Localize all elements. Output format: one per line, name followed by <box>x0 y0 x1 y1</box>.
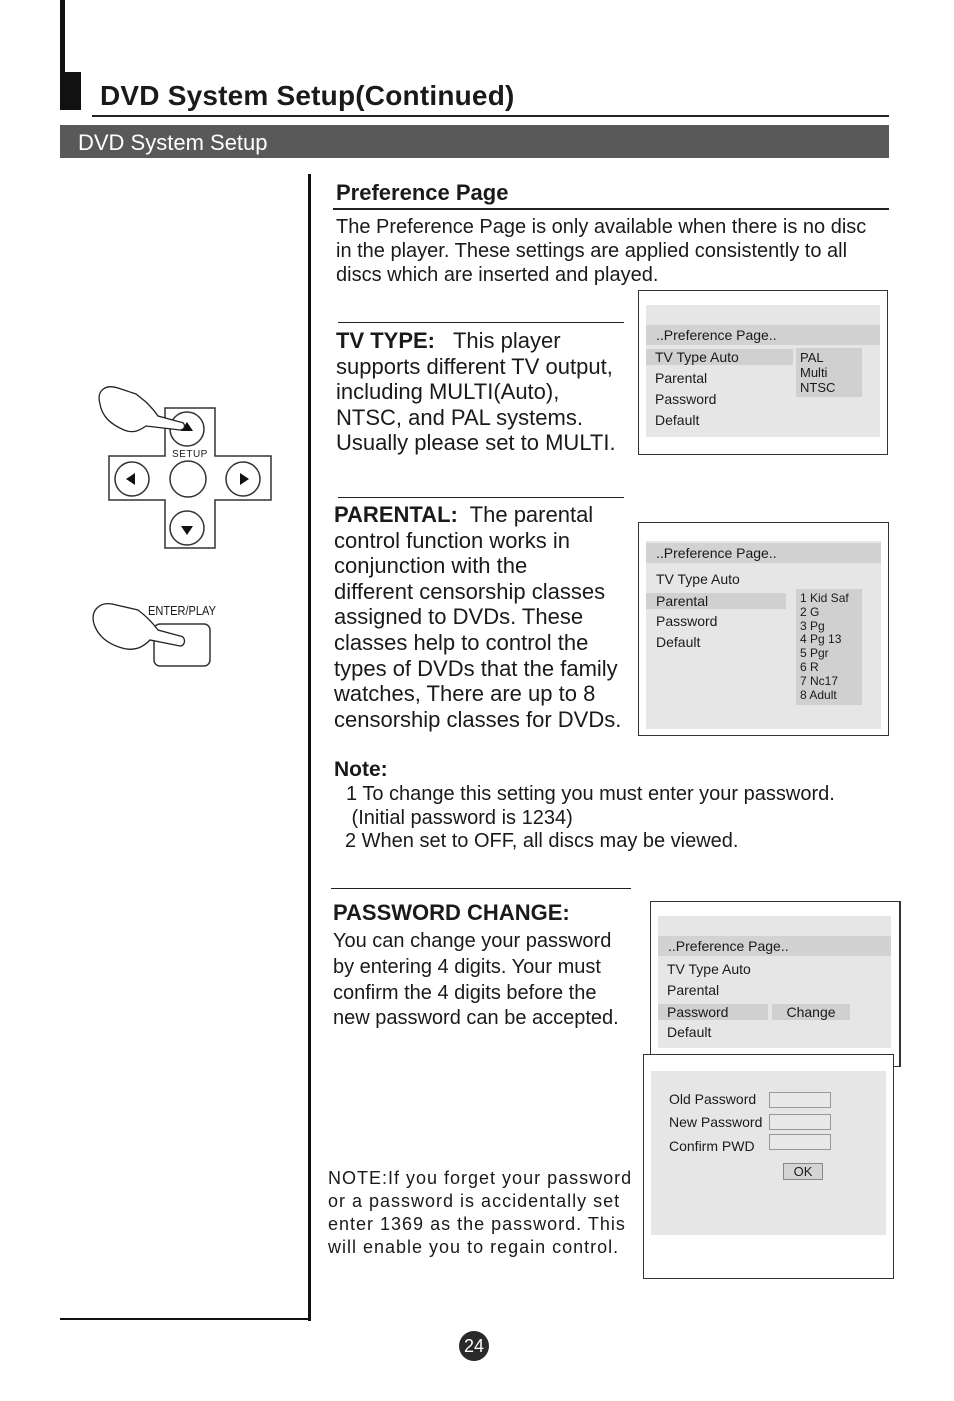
note-list <box>346 783 835 854</box>
dialog-inner <box>651 1071 886 1235</box>
preference-heading: Preference Page <box>336 180 509 205</box>
new-password-label: New Password <box>669 1114 763 1130</box>
tv-type-text <box>336 328 616 456</box>
tv-type-line: supports different TV output, <box>336 353 613 379</box>
tv-type-line: Usually please set to MULTI. <box>336 430 616 456</box>
old-password-field[interactable] <box>769 1092 831 1108</box>
menu-item-password[interactable]: Password <box>658 1004 768 1020</box>
forget-line: enter 1369 as the password. This <box>328 1214 626 1234</box>
password-line: You can change your password <box>333 930 612 952</box>
note-line: 1 To change this setting you must enter your password. <box>346 783 835 805</box>
password-dialog <box>643 1054 894 1279</box>
dpad-illustration <box>88 380 278 560</box>
parental-label: PARENTAL: <box>334 502 458 527</box>
option-rating[interactable]: 8 Adult <box>800 687 837 702</box>
note-line: 2 When set to OFF, all discs may be viewed. <box>345 830 739 852</box>
change-option[interactable]: Change <box>772 1004 850 1020</box>
option-rating[interactable]: 4 Pg 13 <box>800 632 842 647</box>
option-rating[interactable]: 5 Pgr <box>800 646 829 661</box>
intro-line: The Preference Page is only available when there is no disc <box>336 216 867 238</box>
tv-type-options <box>796 348 862 397</box>
menu-item-password[interactable]: Password <box>656 613 718 629</box>
menu-item-tv-type[interactable]: TV Type Auto <box>646 349 793 365</box>
parental-line: watches, There are up to 8 <box>334 681 596 707</box>
menu-inner <box>646 305 880 437</box>
old-password-label: Old Password <box>669 1091 757 1107</box>
center-button <box>170 461 206 497</box>
menu-item-tv-type[interactable]: TV Type Auto <box>656 571 740 587</box>
password-rule <box>331 888 631 889</box>
new-password-field[interactable] <box>769 1114 831 1130</box>
confirm-password-label: Confirm PWD <box>669 1138 755 1154</box>
password-line: new password can be accepted. <box>333 1007 619 1030</box>
confirm-password-field[interactable] <box>769 1134 831 1150</box>
header-block <box>60 72 81 110</box>
parental-line: conjunction with the <box>334 553 528 579</box>
page-number: 24 <box>459 1331 489 1361</box>
page-title: DVD System Setup(Continued) <box>100 80 515 111</box>
menu-inner <box>646 541 881 729</box>
menu-inner <box>658 916 891 1048</box>
menu-item-password[interactable]: Password <box>655 391 717 407</box>
parental-line: classes help to control the <box>334 629 589 655</box>
intro-line: in the player. These settings are applied consistently to all <box>336 240 848 262</box>
parental-line: censorship classes for DVDs. <box>334 706 622 732</box>
menu-item-tv-type[interactable]: TV Type Auto <box>667 961 751 977</box>
parental-line: control function works in <box>334 527 570 553</box>
menu-password-screen <box>650 901 901 1067</box>
preference-rule <box>333 208 889 210</box>
ok-button[interactable]: OK <box>783 1163 823 1180</box>
parental-line: The parental <box>469 502 594 527</box>
left-column-divider <box>308 174 311 1321</box>
option-ntsc[interactable]: NTSC <box>800 380 836 395</box>
tv-type-line: including MULTI(Auto), <box>336 379 560 405</box>
forget-line: NOTE:If you forget your password <box>328 1168 633 1188</box>
option-rating[interactable]: 3 Pg <box>800 618 825 633</box>
option-rating[interactable]: 2 G <box>800 604 820 619</box>
parental-line: types of DVDs that the family <box>334 655 618 681</box>
tv-type-line: NTSC, and PAL systems. <box>336 404 583 430</box>
password-line: by entering 4 digits. Your must <box>333 955 601 978</box>
menu-item-default[interactable]: Default <box>656 634 701 650</box>
parental-rule <box>338 497 624 498</box>
option-rating[interactable]: 7 Nc17 <box>800 673 839 688</box>
enter-play-label: ENTER/PLAY <box>148 603 216 618</box>
forget-line: will enable you to regain control. <box>328 1237 620 1257</box>
parental-line: different censorship classes <box>334 578 606 604</box>
parental-line: assigned to DVDs. These <box>334 604 584 630</box>
note-heading: Note: <box>334 758 388 781</box>
note-line: (Initial password is 1234) <box>346 806 573 829</box>
menu-header: ..Preference Page.. <box>658 936 891 956</box>
password-change-heading: PASSWORD CHANGE: <box>333 900 570 925</box>
forget-line: or a password is accidentally set <box>328 1191 621 1211</box>
tv-type-rule <box>338 322 624 323</box>
tv-type-label: TV TYPE: <box>336 328 436 353</box>
password-line: confirm the 4 digits before the <box>333 981 597 1004</box>
menu-item-parental[interactable]: Parental <box>646 593 786 609</box>
parental-options <box>796 589 862 705</box>
menu-item-default[interactable]: Default <box>667 1024 712 1040</box>
parental-text <box>334 502 621 732</box>
menu-header: ..Preference Page.. <box>646 543 881 563</box>
preference-intro <box>336 215 866 287</box>
section-title: DVD System Setup <box>78 130 268 155</box>
intro-line: discs which are inserted and played. <box>336 264 659 286</box>
password-change-text <box>333 929 619 1032</box>
left-column-bottom-rule <box>60 1318 311 1320</box>
option-rating[interactable]: 6 R <box>800 659 819 674</box>
menu-parental-screen <box>638 522 889 736</box>
menu-tv-type-screen <box>638 290 888 455</box>
option-pal[interactable]: PAL <box>800 350 824 365</box>
setup-label: SETUP <box>172 449 208 460</box>
title-rule <box>92 115 889 117</box>
option-rating[interactable]: 1 Kid Saf <box>800 591 849 605</box>
section-bar <box>60 125 889 158</box>
menu-header: ..Preference Page.. <box>646 325 880 345</box>
option-multi[interactable]: Multi <box>800 365 828 380</box>
menu-item-parental[interactable]: Parental <box>667 982 720 998</box>
forget-password-note <box>328 1167 632 1259</box>
menu-item-parental[interactable]: Parental <box>655 370 708 386</box>
tv-type-line: This player <box>452 328 561 353</box>
menu-item-default[interactable]: Default <box>655 412 700 428</box>
